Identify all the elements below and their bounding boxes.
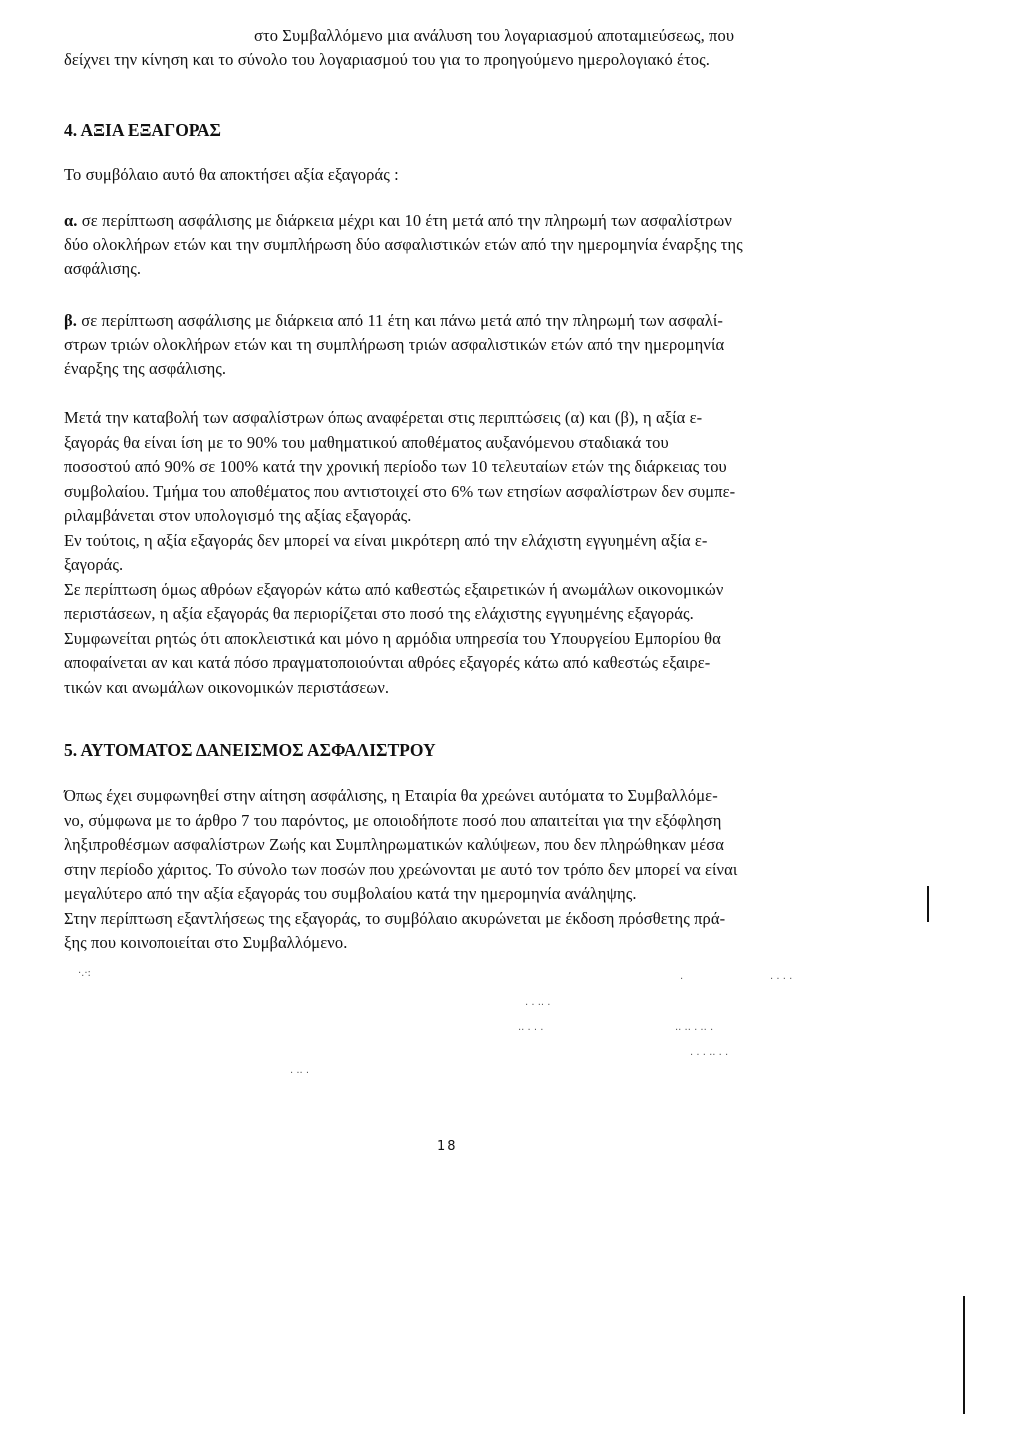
scan-artifact: ·.·: — [78, 968, 91, 979]
paragraph-line: Σε περίπτωση όμως αθρόων εξαγορών κάτω από καθεστώς εξαιρετικών ή ανωμάλων οικονομικών — [64, 579, 724, 599]
item-a-line — [64, 209, 874, 233]
section-5-line: νο, σύμφωνα με το άρθρο 7 του παρόντος, με οποιοδήποτε ποσό που απαιτείται για την εξόφληση — [64, 810, 722, 830]
paragraph-line: τικών και ανωμάλων οικονομικών περιστάσεων. — [64, 677, 390, 697]
item-a-text: σε περίπτωση ασφάλισης με διάρκεια μέχρι και 10 έτη μετά από την πληρωμή των ασφαλίστρων — [81, 211, 732, 230]
margin-rule — [927, 886, 929, 922]
section-4-item-b — [64, 309, 874, 381]
section-4-heading — [64, 118, 221, 142]
paragraph-line: Συμφωνείται ρητώς ότι αποκλειστικά και μόνο η αρμόδια υπηρεσία του Υπουργείου Εμπορίου θα — [64, 628, 721, 648]
section-4-number: 4. — [64, 120, 78, 140]
section-4-intro — [64, 163, 874, 187]
section-4-paragraph — [64, 406, 874, 700]
intro-line: δείχνει την κίνηση και το σύνολο του λογαριασμού του για το προηγούμενο ημερολογιακό έτος. — [64, 50, 711, 69]
paragraph-line: αποφαίνεται αν και κατά πόσο πραγματοποιούνται αθρόες εξαγορές κάτω από καθεστώς εξαιρε- — [64, 653, 711, 672]
section-4-intro-text: Το συμβόλαιο αυτό θα αποκτήσει αξία εξαγοράς : — [64, 165, 399, 184]
item-a-line: δύο ολοκλήρων ετών και την συμπλήρωση δύο ασφαλιστικών ετών από την ημερομηνία έναρξης της — [64, 235, 743, 254]
section-5-line: ξης που κοινοποιείται στο Συμβαλλόμενο. — [64, 933, 348, 952]
paragraph-line: ξαγοράς. — [64, 555, 124, 574]
section-5-line: ληξιπροθέσμων ασφαλίστρων Ζωής και Συμπληρωματικών καλύψεων, που δεν πληρώθηκαν μέσα — [64, 835, 725, 854]
paragraph-line: περιστάσεων, η αξία εξαγοράς θα περιορίζεται στο ποσό της ελάχιστης εγγυημένης εξαγοράς. — [64, 604, 694, 623]
item-b-line: στρων τριών ολοκλήρων ετών και τη συμπλήρωση τριών ασφαλιστικών ετών από την ημερομηνία — [64, 335, 725, 354]
section-5-line: στην περίοδο χάριτος. Το σύνολο των ποσών που χρεώνονται με αυτό τον τρόπο δεν μπορεί να είναι — [64, 859, 738, 879]
scan-artifact: · · · ·· · · — [690, 1050, 729, 1061]
intro-paragraph — [64, 24, 874, 72]
scan-artifact: · ·· · — [290, 1068, 310, 1079]
item-b-label: β. — [64, 311, 78, 330]
item-a-line: ασφάλισης. — [64, 259, 142, 278]
section-4-title: ΑΞΙΑ ΕΞΑΓΟΡΑΣ — [80, 120, 221, 140]
section-5-heading — [64, 738, 436, 762]
scan-artifact: ·· · · · — [518, 1025, 544, 1036]
intro-line: στο Συμβαλλόμενο μια ανάλυση του λογαριασμού αποταμιεύσεως, που — [254, 26, 735, 45]
margin-rule — [963, 1296, 965, 1414]
paragraph-line: συμβολαίου. Τμήμα του αποθέματος που αντιστοιχεί στο 6% των ετησίων ασφαλίστρων δεν συμπε- — [64, 481, 736, 501]
paragraph-line: ριλαμβάνεται στον υπολογισμό της αξίας εξαγοράς. — [64, 506, 412, 525]
paragraph-line: Εν τούτοις, η αξία εξαγοράς δεν μπορεί να είναι μικρότερη από την ελάχιστη εγγυημένη αξία ε- — [64, 530, 708, 550]
scan-artifact: ·· ·· · ·· · — [675, 1025, 714, 1036]
section-5-number: 5. — [64, 740, 78, 760]
paragraph-line: ξαγοράς θα είναι ίση με το 90% του μαθηματικού αποθέματος αυξανόμενου σταδιακά του — [64, 432, 669, 452]
item-b-line: έναρξης της ασφάλισης. — [64, 359, 227, 378]
section-5-line: μεγαλύτερο από την αξία εξαγοράς του συμβολαίου κατά την ημερομηνία ανάληψης. — [64, 884, 637, 903]
scan-artifact: · · ·· · — [525, 1000, 551, 1011]
section-4-item-a — [64, 209, 874, 281]
item-b-line — [64, 309, 874, 333]
page-number: 18 — [437, 1139, 458, 1154]
paragraph-line: Μετά την καταβολή των ασφαλίστρων όπως αναφέρεται στις περιπτώσεις (α) και (β), η αξία ε- — [64, 408, 703, 427]
item-b-text: σε περίπτωση ασφάλισης με διάρκεια από 11 έτη και πάνω μετά από την πληρωμή των ασφαλί- — [81, 311, 723, 330]
paragraph-line: ποσοστού από 90% σε 100% κατά την χρονική περίοδο των 10 τελευταίων ετών της διάρκειας του — [64, 457, 727, 476]
scan-artifact: · — [680, 974, 684, 985]
section-5-line: Στην περίπτωση εξαντλήσεως της εξαγοράς, το συμβόλαιο ακυρώνεται με έκδοση πρόσθετης πρά- — [64, 908, 726, 928]
scan-artifact: · · · · — [770, 974, 793, 985]
section-5-title: ΑΥΤΟΜΑΤΟΣ ΔΑΝΕΙΣΜΟΣ ΑΣΦΑΛΙΣΤΡΟΥ — [80, 740, 436, 760]
section-5-line: Όπως έχει συμφωνηθεί στην αίτηση ασφάλισης, η Εταιρία θα χρεώνει αυτόματα το Συμβαλλόμε- — [64, 786, 718, 805]
section-5-paragraph — [64, 784, 874, 956]
item-a-label: α. — [64, 211, 78, 230]
